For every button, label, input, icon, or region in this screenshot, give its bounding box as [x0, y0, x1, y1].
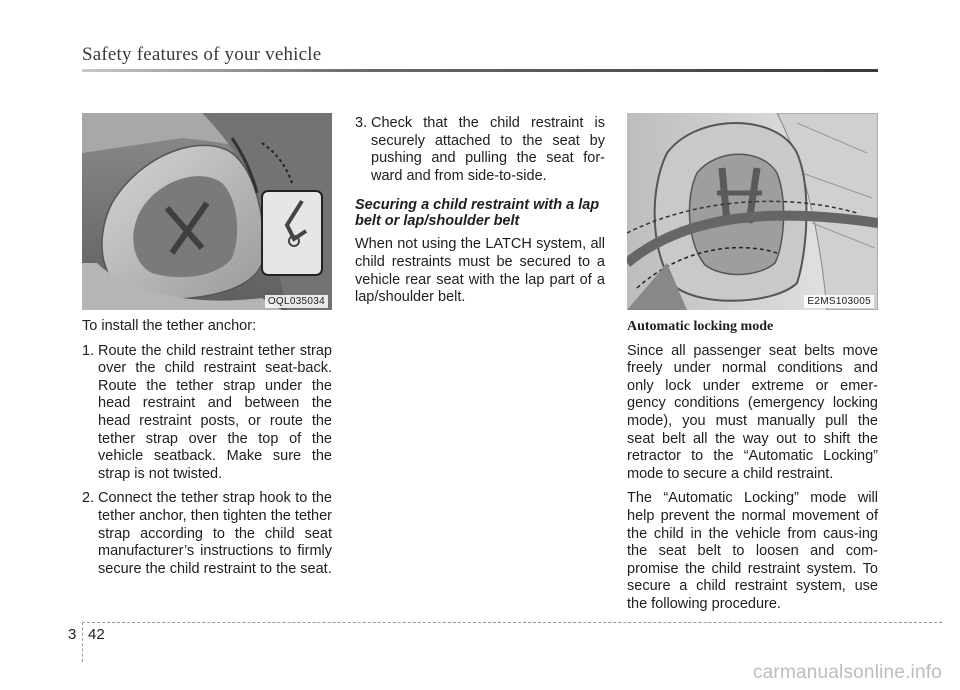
step-text: Check that the child restraint is securely attached to the seat by pushing and pulling the seat for-ward and from side-to-side.: [371, 115, 605, 184]
column-1: [82, 318, 332, 585]
subheading-automatic-locking: Automatic locking mode: [627, 319, 774, 334]
step-number: 2.: [82, 490, 95, 507]
header-rule: [82, 69, 878, 72]
column-3: [627, 318, 878, 621]
step-number: 1.: [82, 342, 95, 359]
column-2: [355, 115, 605, 314]
subheading-lap-belt: Securing a child restraint with a lap belt or lap/shoulder belt: [355, 197, 600, 230]
figure-code: E2MS103005: [804, 295, 874, 308]
paragraph: The “Automatic Locking” mode will help prevent the normal movement of the child in the vehicle from caus-ing the seat belt to loosen and com-promise the child restraint system. To secure a child restraint system, use the following procedure.: [627, 490, 878, 612]
intro-text: To install the tether anchor:: [82, 318, 257, 334]
footer-divider: [82, 622, 83, 662]
footer-rule: [82, 622, 942, 623]
figure-tether-anchor: [82, 113, 332, 310]
page-number: 42: [88, 626, 105, 643]
step-number: 3.: [355, 115, 368, 131]
body-text: When not using the LATCH system, all child restraints must be secured to a vehicle rear seat with the lap part of a lap/shoulder belt.: [355, 236, 605, 306]
paragraph: Since all passenger seat belts move freely under normal conditions and only lock under extreme or emer-gency conditions (emergency locking mode), you must manually pull the seat belt all the way out to shift the retractor to the “Automatic Locking” mode to secure a child restraint.: [627, 342, 878, 482]
step-text: Connect the tether strap hook to the tether anchor, then tighten the tether strap according to the child seat manufacturer’s instructions to firmly secure the child restraint to the seat.: [98, 490, 332, 577]
child-seat-tether-illustration: [82, 113, 332, 310]
chapter-number: 3: [68, 626, 77, 643]
watermark: carmanualsonline.info: [752, 662, 942, 683]
child-seat-lap-belt-illustration: [627, 113, 878, 310]
figure-code: OQL035034: [265, 295, 328, 308]
step-3: [355, 115, 605, 185]
figure-lap-belt: [627, 113, 878, 310]
step-text: Route the child restraint tether strap over the child restraint seat-back. Route the tether strap under the head restraint and between the head restraint posts, or route the tether strap over the top of the vehicle seatback. Make sure the strap is not twisted.: [98, 342, 332, 482]
step-2: [82, 490, 332, 578]
section-title: Safety features of your vehicle: [82, 44, 322, 65]
step-1: [82, 343, 332, 484]
